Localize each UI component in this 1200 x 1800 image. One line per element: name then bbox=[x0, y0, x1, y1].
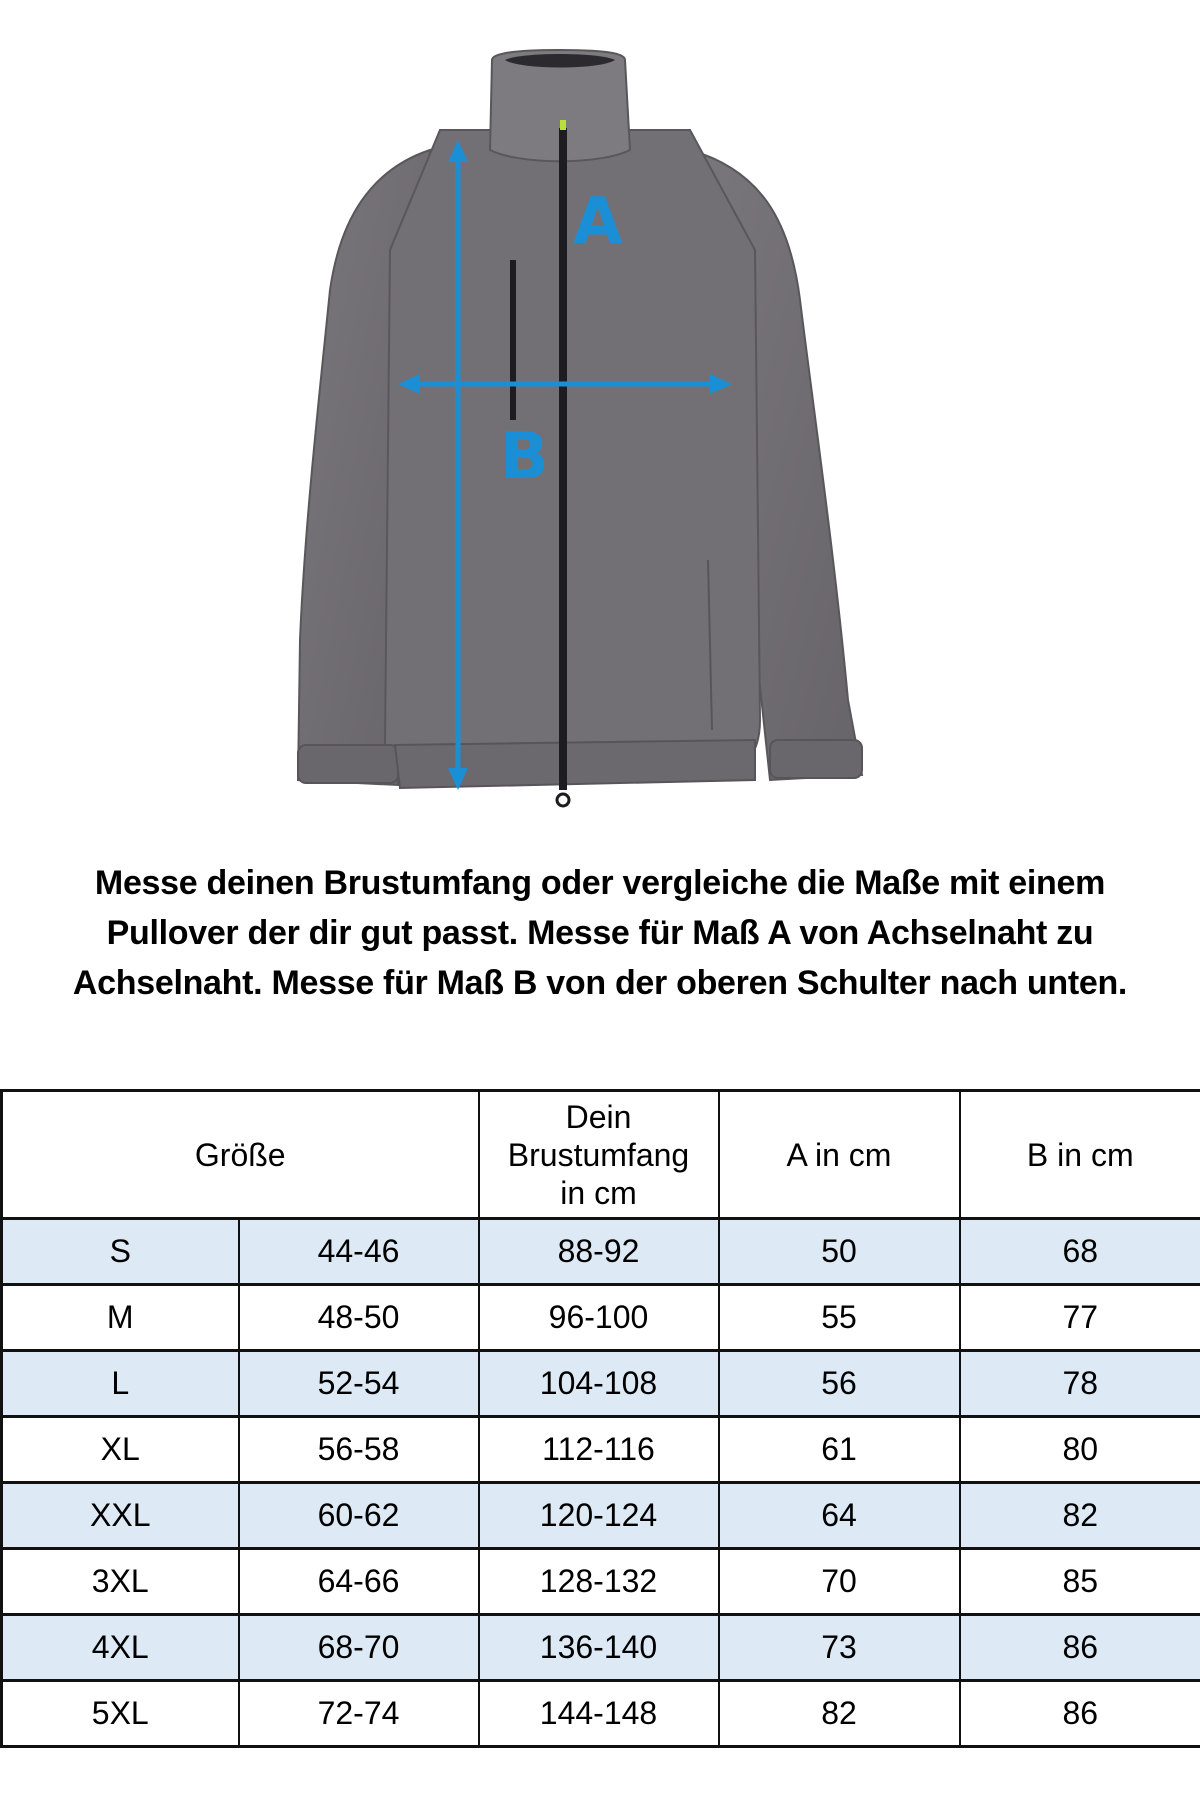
cell-chest: 88-92 bbox=[479, 1219, 719, 1285]
cell-a: 50 bbox=[719, 1219, 960, 1285]
cell-a: 64 bbox=[719, 1483, 960, 1549]
cell-b: 86 bbox=[960, 1681, 1200, 1747]
header-b: B in cm bbox=[960, 1091, 1200, 1219]
header-size: Größe bbox=[2, 1091, 479, 1219]
jacket-measurement-figure bbox=[0, 0, 1200, 820]
header-chest-line1: Dein bbox=[565, 1098, 632, 1135]
table-row bbox=[2, 1615, 1200, 1681]
header-chest-line3: in cm bbox=[560, 1174, 637, 1211]
jacket-illustration bbox=[0, 0, 1200, 820]
table-header-row bbox=[2, 1091, 1200, 1219]
cell-chest: 128-132 bbox=[479, 1549, 719, 1615]
measurement-instructions: Messe deinen Brustumfang oder vergleiche die Maße mit einem Pullover der dir gut passt. Messe für Maß A von Achselnaht zu Achselnaht. Messe für Maß B von der oberen Schulter nach unten. bbox=[72, 864, 1128, 1002]
header-chest bbox=[479, 1091, 719, 1219]
cell-eu-size: 72-74 bbox=[239, 1681, 479, 1747]
cell-a: 55 bbox=[719, 1285, 960, 1351]
cell-chest: 136-140 bbox=[479, 1615, 719, 1681]
size-chart-table bbox=[0, 1089, 1200, 1748]
cell-size: XXL bbox=[2, 1483, 239, 1549]
header-a: A in cm bbox=[719, 1091, 960, 1219]
cell-size: S bbox=[2, 1219, 239, 1285]
cell-b: 85 bbox=[960, 1549, 1200, 1615]
cell-eu-size: 48-50 bbox=[239, 1285, 479, 1351]
cell-eu-size: 64-66 bbox=[239, 1549, 479, 1615]
cell-eu-size: 60-62 bbox=[239, 1483, 479, 1549]
cell-chest: 96-100 bbox=[479, 1285, 719, 1351]
cell-b: 82 bbox=[960, 1483, 1200, 1549]
cell-a: 73 bbox=[719, 1615, 960, 1681]
cell-b: 86 bbox=[960, 1615, 1200, 1681]
cell-eu-size: 52-54 bbox=[239, 1351, 479, 1417]
cell-chest: 104-108 bbox=[479, 1351, 719, 1417]
table-row bbox=[2, 1681, 1200, 1747]
cell-eu-size: 68-70 bbox=[239, 1615, 479, 1681]
table-row bbox=[2, 1351, 1200, 1417]
cell-a: 82 bbox=[719, 1681, 960, 1747]
cell-size: M bbox=[2, 1285, 239, 1351]
table-row bbox=[2, 1285, 1200, 1351]
cell-size: 4XL bbox=[2, 1615, 239, 1681]
cell-b: 68 bbox=[960, 1219, 1200, 1285]
cell-a: 61 bbox=[719, 1417, 960, 1483]
table-row bbox=[2, 1549, 1200, 1615]
cell-a: 56 bbox=[719, 1351, 960, 1417]
cell-chest: 112-116 bbox=[479, 1417, 719, 1483]
cell-chest: 120-124 bbox=[479, 1483, 719, 1549]
label-b: B bbox=[500, 420, 549, 494]
cell-eu-size: 56-58 bbox=[239, 1417, 479, 1483]
cell-size: L bbox=[2, 1351, 239, 1417]
cell-chest: 144-148 bbox=[479, 1681, 719, 1747]
cell-size: 3XL bbox=[2, 1549, 239, 1615]
table-row bbox=[2, 1483, 1200, 1549]
cell-size: 5XL bbox=[2, 1681, 239, 1747]
table-row bbox=[2, 1417, 1200, 1483]
table-row bbox=[2, 1219, 1200, 1285]
cell-a: 70 bbox=[719, 1549, 960, 1615]
cell-b: 80 bbox=[960, 1417, 1200, 1483]
label-a: A bbox=[573, 185, 623, 259]
cell-eu-size: 44-46 bbox=[239, 1219, 479, 1285]
cell-b: 78 bbox=[960, 1351, 1200, 1417]
cell-b: 77 bbox=[960, 1285, 1200, 1351]
header-chest-line2: Brustumfang bbox=[507, 1136, 690, 1173]
cell-size: XL bbox=[2, 1417, 239, 1483]
